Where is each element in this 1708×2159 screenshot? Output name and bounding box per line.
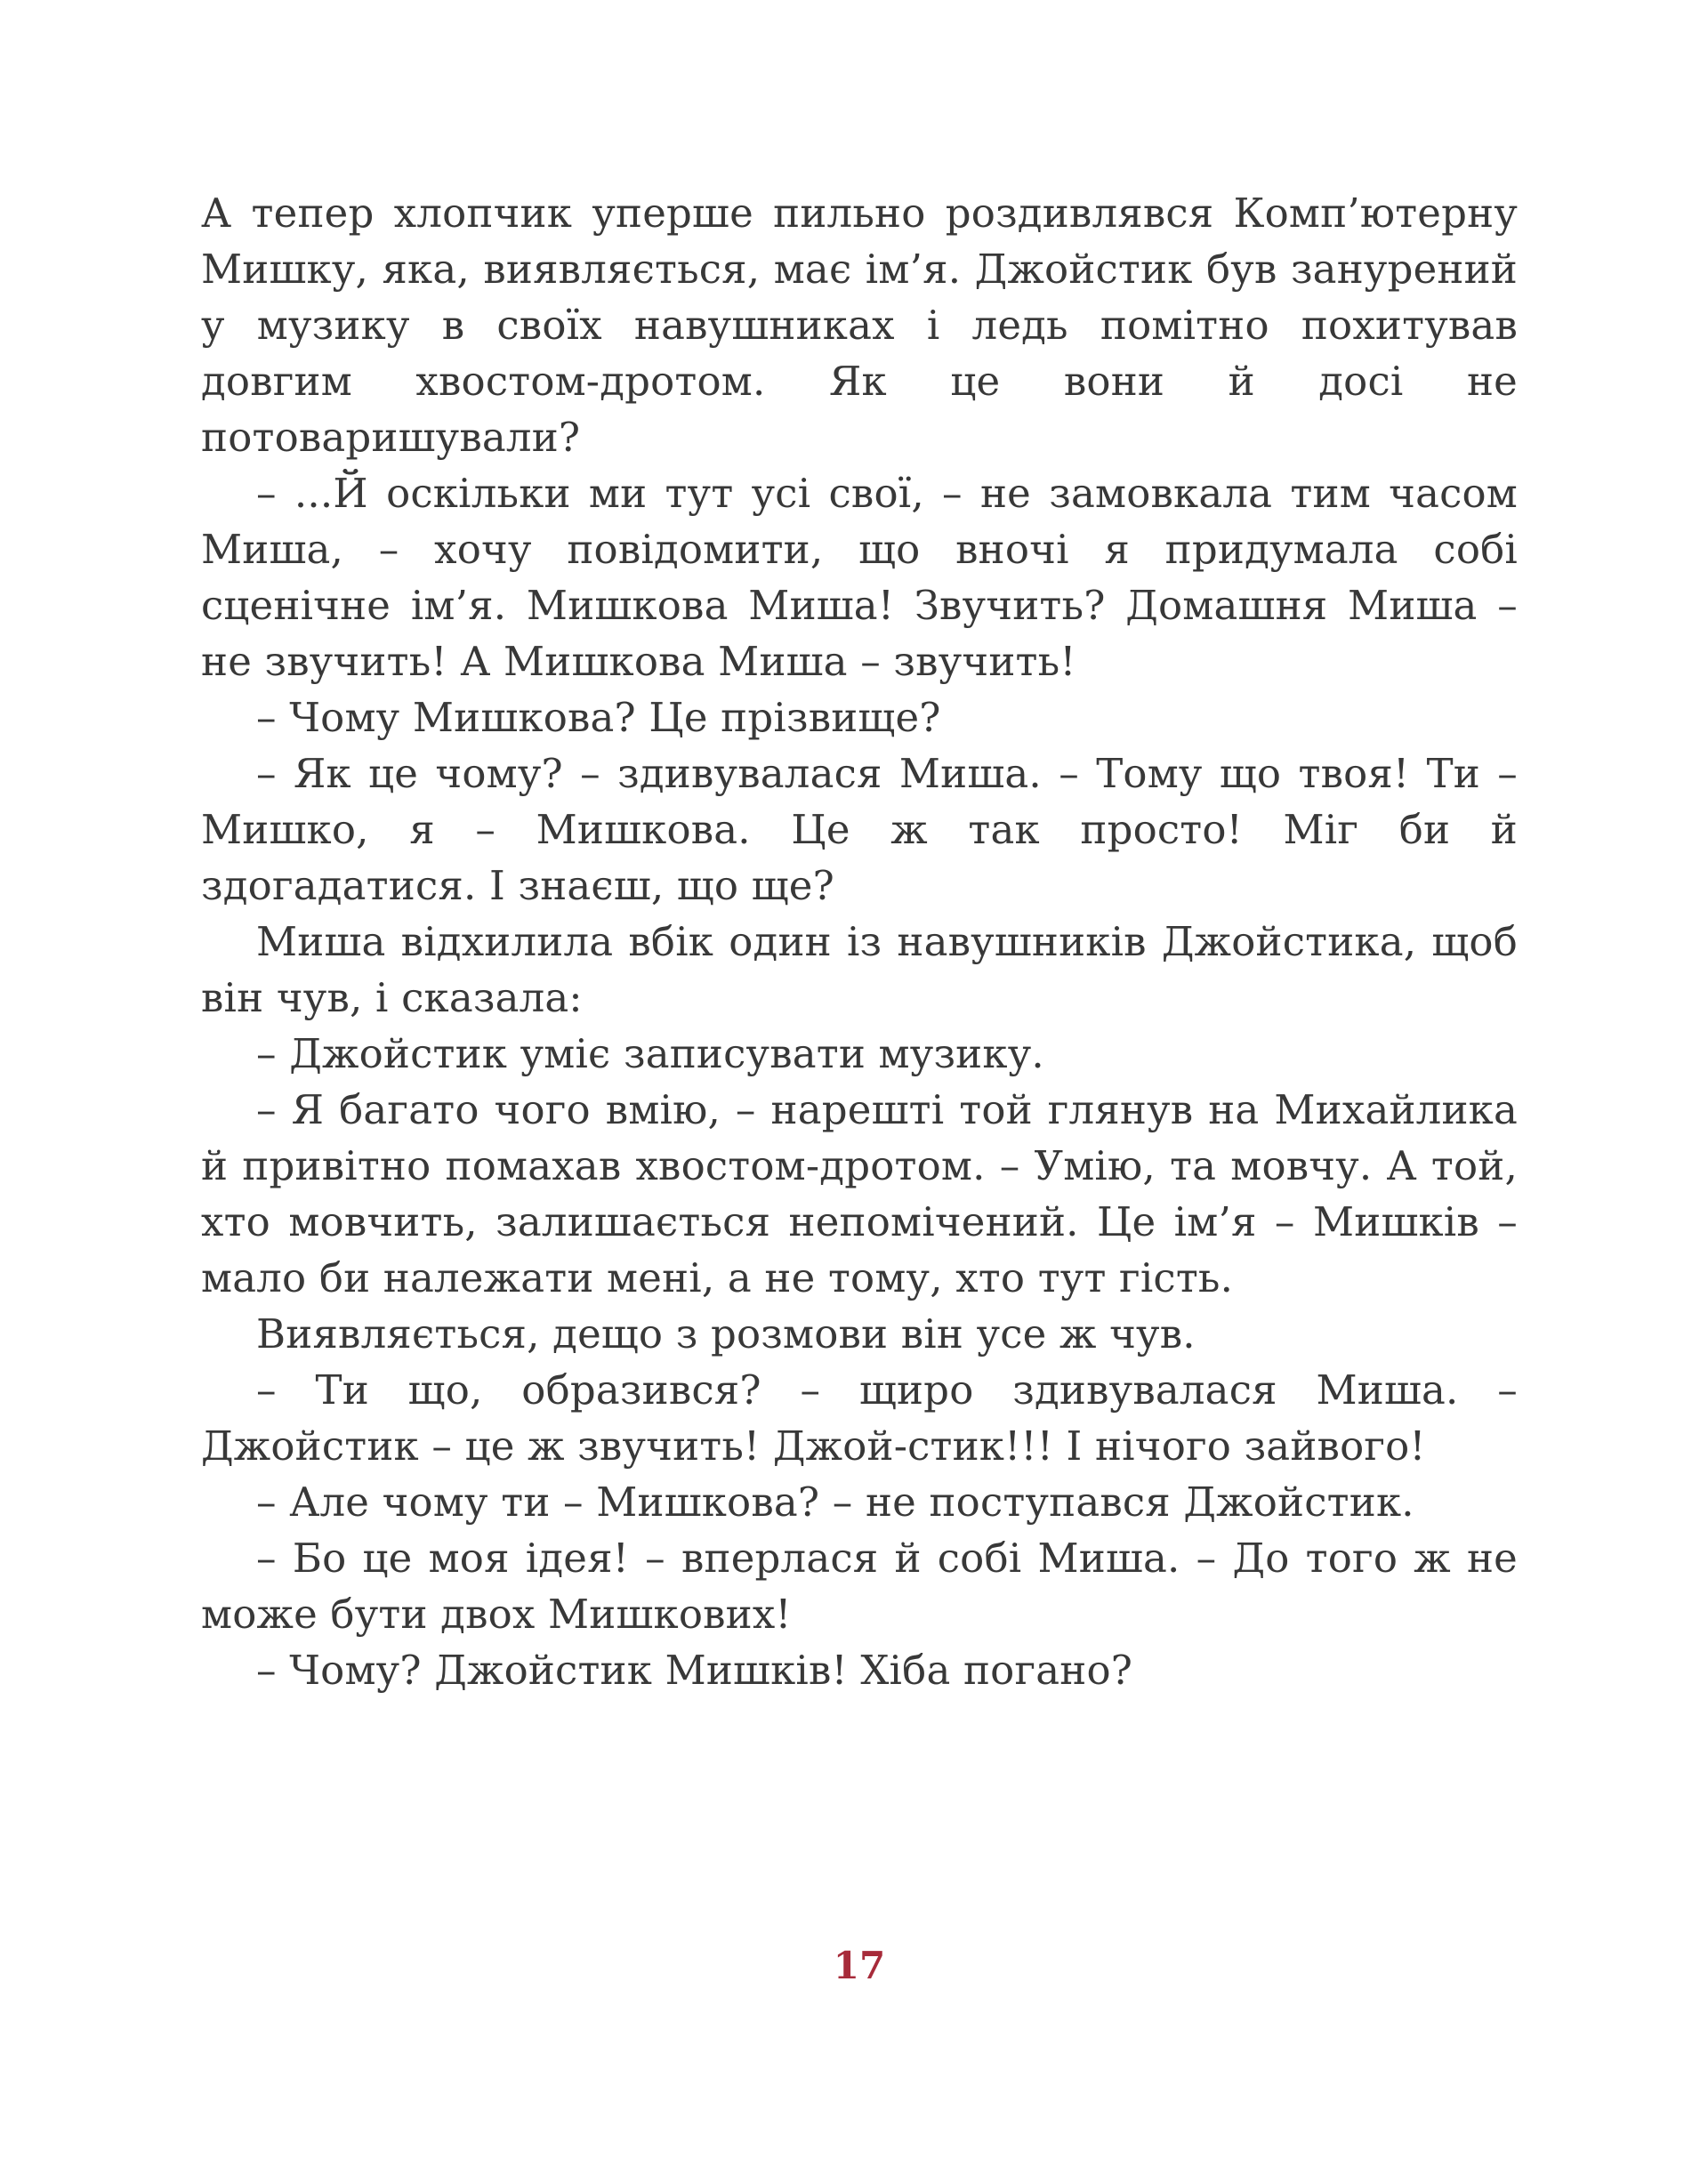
paragraph: – Ти що, образився? – щиро здивувалася Миша. – Джойстик – це ж звучить! Джой-стик!!! І нічого зайвого! [201, 1366, 1518, 1470]
paragraph: – Чому? Джойстик Мишків! Хіба погано? [256, 1647, 1133, 1694]
paragraph: – ...Й оскільки ми тут усі свої, – не замовкала тим часом Миша, – хочу повідомити, що вночі я придумала собі сценічне ім’я. Мишкова Миша! Звучить? Домашня Миша – не звучить! А Мишкова Миша – звучить! [201, 470, 1518, 685]
paragraph: Виявляється, дещо з розмови він усе ж чув. [256, 1310, 1196, 1357]
page-number: 17 [833, 1944, 886, 1987]
paragraph: – Джойстик уміє записувати музику. [256, 1030, 1044, 1077]
paragraph: А тепер хлопчик уперше пильно роздивлявся Комп’ютерну Мишку, яка, виявляється, має ім’я. Джойстик був занурений у музику в своїх навушниках і ледь помітно похитував довгим хвостом-дротом. Як це вони й досі не потоваришували? [201, 189, 1518, 461]
paragraph: – Як це чому? – здивувалася Миша. – Тому що твоя! Ти – Мишко, я – Мишкова. Це ж так просто! Міг би й здогадатися. І знаєш, що ще? [201, 750, 1518, 909]
paragraph: – Але чому ти – Мишкова? – не поступався Джойстик. [256, 1478, 1414, 1526]
paragraph: – Чому Мишкова? Це прізвище? [256, 694, 941, 741]
paragraph: Миша відхилила вбік один із навушників Джойстика, щоб він чув, і сказала: [201, 918, 1518, 1021]
text-block [201, 185, 1518, 1698]
paragraph: – Я багато чого вмію, – нарешті той глянув на Михайлика й привітно помахав хвостом-дротом. – Умію, та мовчу. А той, хто мовчить, залишається непомічений. Це ім’я – Мишків – мало би належати мені, а не тому, хто тут гість. [201, 1086, 1518, 1301]
paragraph: – Бо це моя ідея! – вперлася й собі Миша. – До того ж не може бути двох Мишкових! [201, 1535, 1518, 1638]
